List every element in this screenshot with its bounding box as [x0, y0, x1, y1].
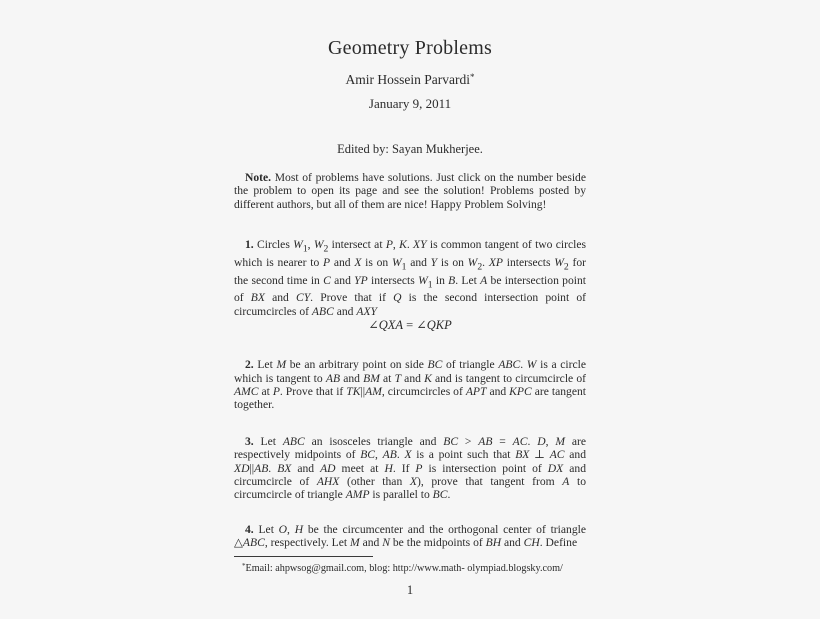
- footnote-marker: *: [242, 561, 246, 570]
- footnote-blog-label: , blog:: [364, 562, 393, 574]
- problem-1-paragraph: [234, 238, 586, 318]
- footnote-blog-link[interactable]: http://www.math- olympiad.blogsky.com/: [392, 562, 563, 574]
- problem-2-number-link[interactable]: 2.: [245, 358, 254, 372]
- problem-4-number-link[interactable]: 4.: [245, 522, 254, 536]
- document-title: Geometry Problems: [328, 37, 492, 59]
- footnote-rule: [234, 556, 373, 557]
- problem-1-equation: ∠QXA = ∠QKP: [368, 318, 452, 333]
- page-number: 1: [406, 582, 414, 597]
- note-paragraph: [234, 171, 586, 211]
- problem-4-text: Let O, H be the circumcenter and the orthogonal center of triangle △ABC, respectively. Let M and N be the midpoints of BH and CH. Define: [234, 522, 586, 550]
- problem-2-text: Let M be an arbitrary point on side BC of triangle ABC. W is a circle which is tangent to AB and BM at T and K and is tangent to circumcircle of AMC at P. Prove that if TK||AM, circumcircles of APT and KPC are tangent together.: [234, 358, 587, 412]
- problem-1: [234, 238, 586, 332]
- footnote: [234, 560, 586, 575]
- document-page: [234, 0, 586, 596]
- problem-3-number-link[interactable]: 3.: [245, 434, 254, 448]
- problem-4: [234, 523, 586, 550]
- problem-1-text: Circles $W_1$, $W_2$ intersect at P, K. XY is common tangent of two circles which is nearer to P and X is on $W_1$ and Y is on $W_2$. XP intersects $W_2$ for the second time in C and YP intersects $W_1$ in B. Let A be intersection point of BX and CY. Prove that if Q is the second intersection point of circumcircles of ABC and AXY: [234, 238, 587, 318]
- note-label: Note.: [245, 171, 272, 184]
- note-text: Most of problems have solutions. Just click on the number beside the problem to open its page and see the solution! Problems posted by different authors, but all of them are nice! Happy Problem Solving!: [234, 171, 587, 211]
- author-footnote-mark: *: [469, 72, 475, 82]
- problem-3: [234, 435, 586, 502]
- problem-2: [234, 358, 586, 412]
- footnote-email-link[interactable]: ahpwsog@gmail.com: [275, 562, 365, 574]
- problem-3-text: Let ABC an isosceles triangle and BC > AB = AC. D, M are respectively midpoints of BC, AB. X is a point such that BX ⊥ AC and XD||AB. BX and AD meet at H. If P is intersection point of DX and circumcircle of AHX (other than X), prove that tangent from A to circumcircle of triangle AMP is parallel to BC.: [234, 434, 587, 502]
- author-line: [234, 73, 586, 87]
- problem-1-number-link[interactable]: 1.: [245, 238, 254, 252]
- edited-by-line: Edited by: Sayan Mukherjee.: [337, 141, 483, 156]
- problem-4-paragraph: [234, 523, 586, 550]
- footnote-email-label: Email:: [245, 562, 276, 574]
- problem-3-paragraph: [234, 435, 586, 502]
- date-line: January 9, 2011: [368, 95, 452, 111]
- problem-2-paragraph: [234, 358, 586, 412]
- author-name: Amir Hossein Parvardi: [345, 72, 470, 87]
